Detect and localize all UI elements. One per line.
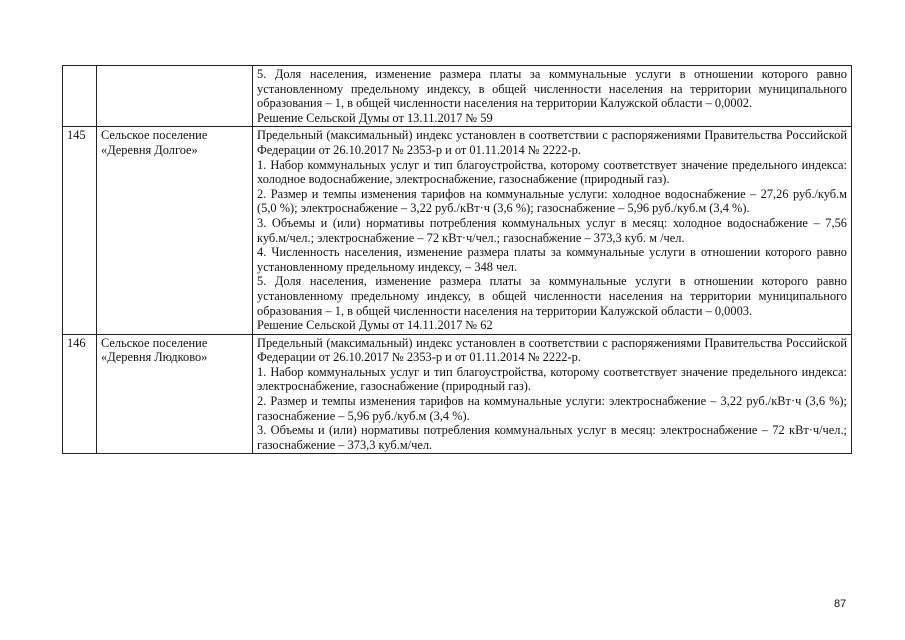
document-table <box>62 65 852 454</box>
table-row <box>63 66 852 127</box>
decision-reference: Решение Сельской Думы от 13.11.2017 № 59 <box>257 110 493 125</box>
row-number: 145 <box>63 127 97 334</box>
row-number: 146 <box>63 334 97 454</box>
paragraph: 4. Численность населения, изменение размера платы за коммунальные услуги в отношении которого равно установленному предельному индексу, – 348 чел. <box>257 245 847 274</box>
row-number <box>63 66 97 127</box>
paragraph: 1. Набор коммунальных услуг и тип благоустройства, которому соответствует значение предельного индекса: холодное водоснабжение, электроснабжение, газоснабжение (природный газ). <box>257 157 847 187</box>
row-description <box>253 334 852 454</box>
paragraph: Предельный (максимальный) индекс установлен в соответствии с распоряжениями Правительства Российской Федерации от 26.10.2017 № 2353-р и от 01.11.2014 № 2222-р. <box>257 335 847 365</box>
page-number: 87 <box>834 598 847 610</box>
paragraph: 5. Доля населения, изменение размера платы за коммунальные услуги в отношении которого равно установленному предельному индексу, в общей численности населения на территории муниципального образования – 1, в общей численности населения на территории Калужской области – 0,0003. <box>257 274 847 318</box>
row-description <box>253 66 852 127</box>
paragraph: 1. Набор коммунальных услуг и тип благоустройства, которому соответствует значение предельного индекса: электроснабжение, газоснабжение (природный газ). <box>257 364 847 394</box>
paragraph: 2. Размер и темпы изменения тарифов на коммунальные услуги: холодное водоснабжение – 27,26 руб./куб.м (5,0 %); электроснабжение – 3,22 руб./кВт·ч (3,6 %); газоснабжение – 5,96 руб./куб.м (3,4 %). <box>257 186 847 216</box>
paragraph: 3. Объемы и (или) нормативы потребления коммунальных услуг в месяц: электроснабжение – 72 кВт·ч/чел.; газоснабжение – 373,3 куб.м/чел. <box>257 423 847 452</box>
row-description <box>253 127 852 334</box>
table-row <box>63 127 852 334</box>
paragraph: 2. Размер и темпы изменения тарифов на коммунальные услуги: электроснабжение – 3,22 руб./кВт·ч (3,6 %); газоснабжение – 5,96 руб./куб.м (3,4 %). <box>257 394 847 423</box>
table-row <box>63 334 852 454</box>
paragraph: 3. Объемы и (или) нормативы потребления коммунальных услуг в месяц: холодное водоснабжение – 7,56 куб.м/чел.; электроснабжение – 72 кВт·ч/чел.; газоснабжение – 373,3 куб. м /чел. <box>257 215 847 245</box>
municipality-name <box>97 66 253 127</box>
paragraph: Предельный (максимальный) индекс установлен в соответствии с распоряжениями Правительства Российской Федерации от 26.10.2017 № 2353-р и от 01.11.2014 № 2222-р. <box>257 128 847 157</box>
municipality-name: Сельское поселение «Деревня Людково» <box>97 334 253 454</box>
municipality-name: Сельское поселение «Деревня Долгое» <box>97 127 253 334</box>
decision-reference: Решение Сельской Думы от 14.11.2017 № 62 <box>257 318 493 333</box>
paragraph: 5. Доля населения, изменение размера платы за коммунальные услуги в отношении которого равно установленному предельному индексу, в общей численности населения на территории муниципального образования – 1, в общей численности населения на территории Калужской области – 0,0002. <box>257 67 847 111</box>
